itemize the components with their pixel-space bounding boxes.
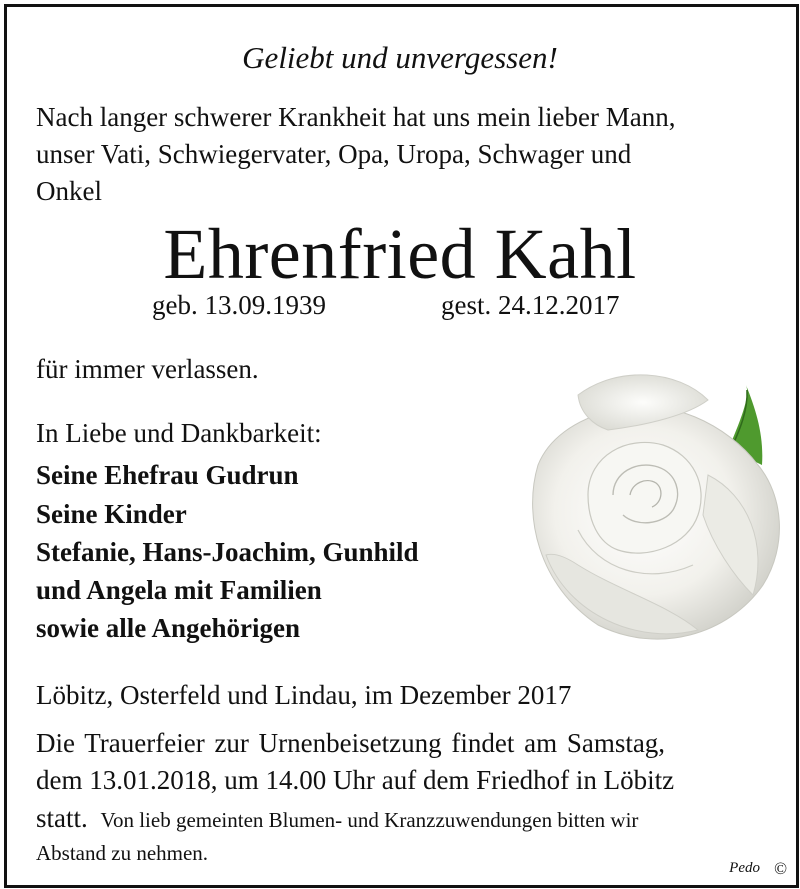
place-date: Löbitz, Osterfeld und Lindau, im Dezember 2017 [36,680,572,710]
credit-signature: Pedo [729,860,760,876]
ceremony-line-1: Die Trauerfeier zur Urnenbeisetzung findet am Samstag, [36,728,666,758]
mourner-line: und Angela mit Familien [36,575,322,605]
intro-line-3: Onkel [36,176,102,206]
ceremony-line-3 [36,805,638,832]
flowers-note: Von lieb gemeinten Blumen- und Kranzzuwendungen bitten wir [100,808,639,832]
ceremony-line-2: dem 13.01.2018, um 14.00 Uhr auf dem Friedhof in Löbitz [36,765,675,795]
mourner-line: Stefanie, Hans-Joachim, Gunhild [36,537,419,567]
motto: Geliebt und unvergessen! [242,40,558,75]
intro-line-1: Nach langer schwerer Krankheit hat uns mein lieber Mann, [36,102,676,132]
mourner-line: Seine Ehefrau Gudrun [36,460,299,490]
death-date: gest. 24.12.2017 [441,290,620,320]
gratitude-line: In Liebe und Dankbarkeit: [36,418,322,448]
left-us-line: für immer verlassen. [36,354,259,384]
mourner-line: sowie alle Angehörigen [36,613,300,643]
birth-date: geb. 13.09.1939 [152,290,326,320]
white-rose-image [518,355,790,655]
copyright-symbol: © [774,859,787,878]
deceased-name: Ehrenfried Kahl [163,214,637,294]
ceremony-end: statt. [36,803,88,833]
flowers-note-end: Abstand zu nehmen. [36,841,209,865]
intro-line-2: unser Vati, Schwiegervater, Opa, Uropa, Schwager und [36,139,632,169]
mourner-line: Seine Kinder [36,499,187,529]
